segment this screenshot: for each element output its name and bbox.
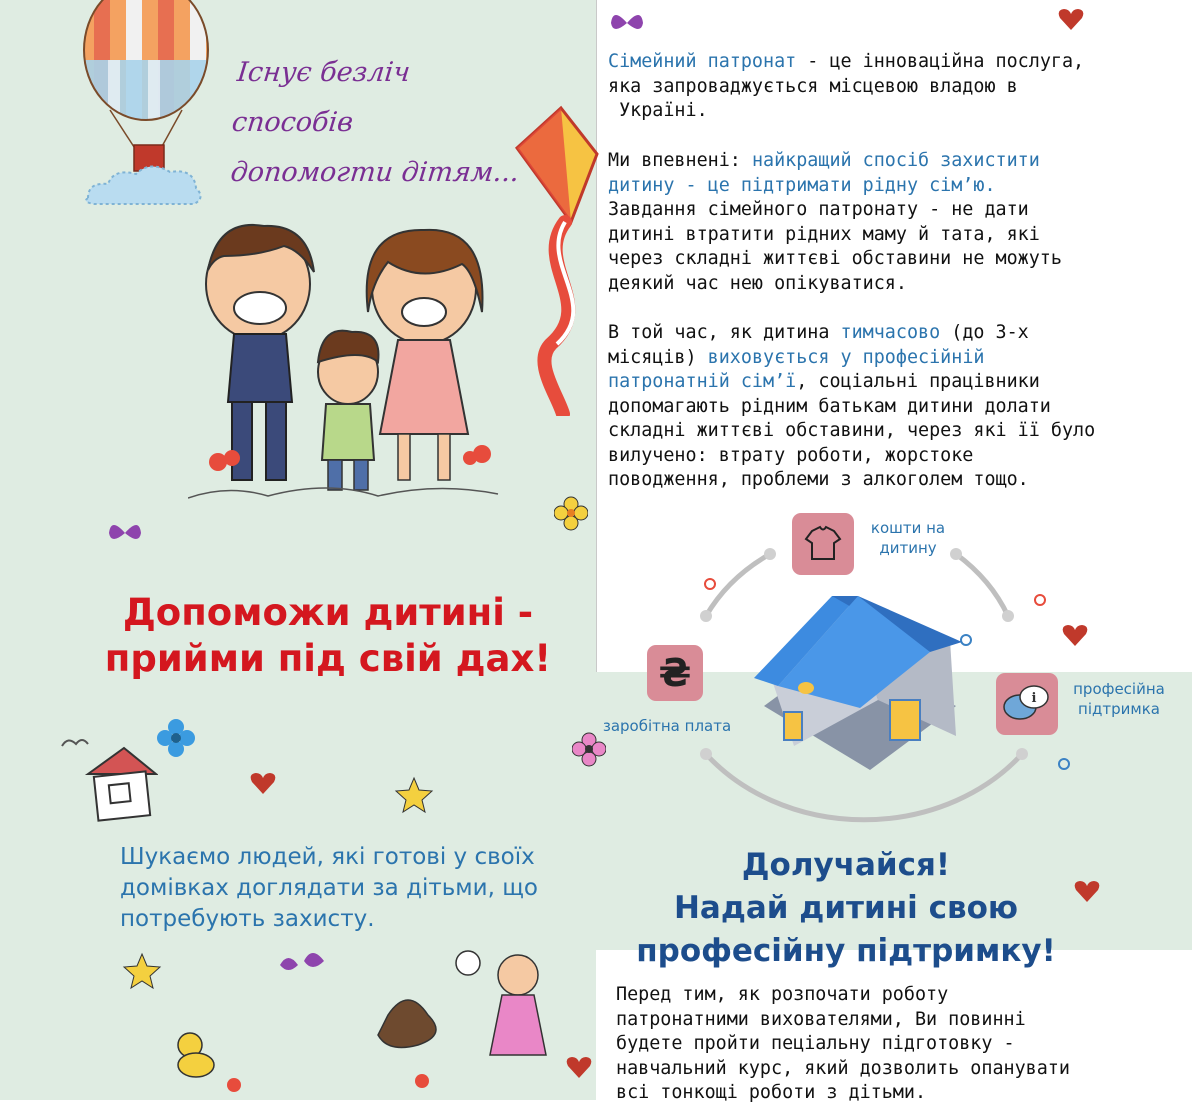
- support-icon-box: [996, 673, 1058, 735]
- paragraph-2-line-3: Завдання сімейного патронату - не дати: [608, 199, 1029, 220]
- flower-icon: [572, 732, 606, 768]
- headline-blue-line-2: Надай дитині свою: [673, 890, 1019, 926]
- clothes-icon-box: [792, 513, 854, 575]
- headline-blue-line-1: Долучайся!: [741, 847, 951, 883]
- paragraph-2-highlight-2: дитину - це підтримати рідну сім’ю.: [608, 174, 996, 196]
- paragraph-1-highlight: Сімейний патронат: [608, 51, 797, 72]
- butterfly-icon: [108, 518, 142, 548]
- heart-icon: [566, 1056, 592, 1080]
- paragraph-2-highlight-1: найкращий спосіб захистити: [751, 150, 1040, 171]
- butterfly-icon: [610, 8, 644, 38]
- headline-blue: [605, 844, 1087, 973]
- paragraph-3: [608, 321, 1108, 493]
- star-icon: [394, 776, 434, 814]
- paragraph-3-highlight-3: патронатній сім’ї: [608, 371, 797, 392]
- shirt-icon: [792, 513, 854, 575]
- paragraph-3-line-4: допомагають рідним батькам дитини долати: [608, 395, 1051, 417]
- paragraph-4-line-2: патронатними вихователями, Ви повинні: [616, 1008, 1026, 1030]
- label-support-line-2: підтримка: [1078, 700, 1160, 718]
- label-child-funds-line-2: дитину: [879, 539, 937, 557]
- headline-red-line-2: прийми під свій дах!: [104, 637, 552, 680]
- paragraph-2-lead: Ми впевнені:: [608, 150, 752, 171]
- salary-icon-box: [647, 645, 703, 701]
- paragraph-2-line-5: через складні життєві обставини не можуть: [608, 248, 1062, 269]
- paragraph-3-after-3: , соціальні працівники: [796, 371, 1040, 392]
- seeking-line-3: потребують захисту.: [120, 906, 375, 932]
- star-icon: [122, 952, 162, 990]
- kite-illustration: [505, 104, 601, 416]
- paragraph-3-line-5: складні життєві обставини, через які її було: [608, 420, 1096, 441]
- diagram-arc: [956, 554, 1008, 616]
- paragraph-4-line-1: Перед тим, як розпочати роботу: [616, 984, 949, 1005]
- label-support-line-1: професійна: [1073, 680, 1165, 698]
- paragraph-2: [608, 149, 1108, 296]
- paragraph-2-line-4: дитині втратити рідних маму й тата, які: [608, 223, 1040, 245]
- house-doodle-icon: [52, 734, 158, 828]
- headline-red: [48, 590, 608, 682]
- paragraph-4-line-3: будете пройти пеціальну підготовку -: [616, 1033, 1015, 1054]
- paragraph-3-highlight-2: виховується у професійній: [707, 346, 985, 368]
- hryvnia-icon: ₴: [658, 651, 692, 695]
- children-and-pets-illustration: [168, 935, 598, 1100]
- headline-red-line-1: Допоможи дитині -: [122, 591, 534, 634]
- info-icon: i: [1031, 691, 1037, 706]
- heart-icon: [250, 772, 276, 796]
- label-child-funds: [862, 518, 954, 558]
- seeking-text: [120, 842, 600, 935]
- paragraph-3-highlight-1: тимчасово: [840, 322, 941, 343]
- seeking-line-1: Шукаємо людей, які готові у своїх: [120, 844, 535, 870]
- paragraph-3-after-1: (до 3-х: [940, 322, 1029, 343]
- paragraph-2-line-6: деякий час нею опікуватися.: [608, 272, 907, 294]
- chat-info-icon: [996, 673, 1058, 735]
- paragraph-4-line-5: всі тонкощі роботи з дітьми.: [616, 1082, 927, 1103]
- house-illustration: [754, 596, 962, 770]
- paragraph-4: [616, 983, 1116, 1106]
- family-illustration: [188, 222, 508, 507]
- tagline-line-1: Існує безліч способів: [230, 57, 412, 138]
- paragraph-1-line-2: яка запроваджується місцевою владою в: [608, 75, 1018, 97]
- flower-icon: [156, 718, 196, 758]
- paragraph-3-line-6: вилучено: втрату роботи, жорстоке: [608, 444, 974, 466]
- label-professional-support: [1064, 679, 1174, 719]
- paragraph-1: [608, 50, 1108, 124]
- paragraph-1-line-1: - це інноваційна послуга,: [796, 51, 1085, 72]
- hot-air-balloon-illustration: [78, 0, 218, 215]
- label-salary: заробітна плата: [602, 717, 732, 735]
- paragraph-4-line-4: навчальний курс, який дозволить опанувати: [616, 1057, 1070, 1079]
- paragraph-3-line-7: поводження, проблеми з алкоголем тощо.: [608, 469, 1029, 490]
- headline-blue-line-3: професійну підтримку!: [636, 933, 1056, 969]
- tagline: [224, 48, 540, 198]
- label-child-funds-line-1: кошти на: [870, 519, 946, 537]
- tagline-line-2: допомогти дітям...: [229, 157, 521, 188]
- paragraph-3-line-2-lead: місяців): [608, 346, 708, 368]
- paragraph-1-line-3: Україні.: [608, 100, 708, 121]
- seeking-line-2: домівках доглядати за дітьми, що: [120, 875, 538, 901]
- paragraph-3-lead: В той час, як дитина: [608, 322, 841, 343]
- flower-icon: [554, 496, 588, 532]
- heart-icon: [1058, 8, 1084, 32]
